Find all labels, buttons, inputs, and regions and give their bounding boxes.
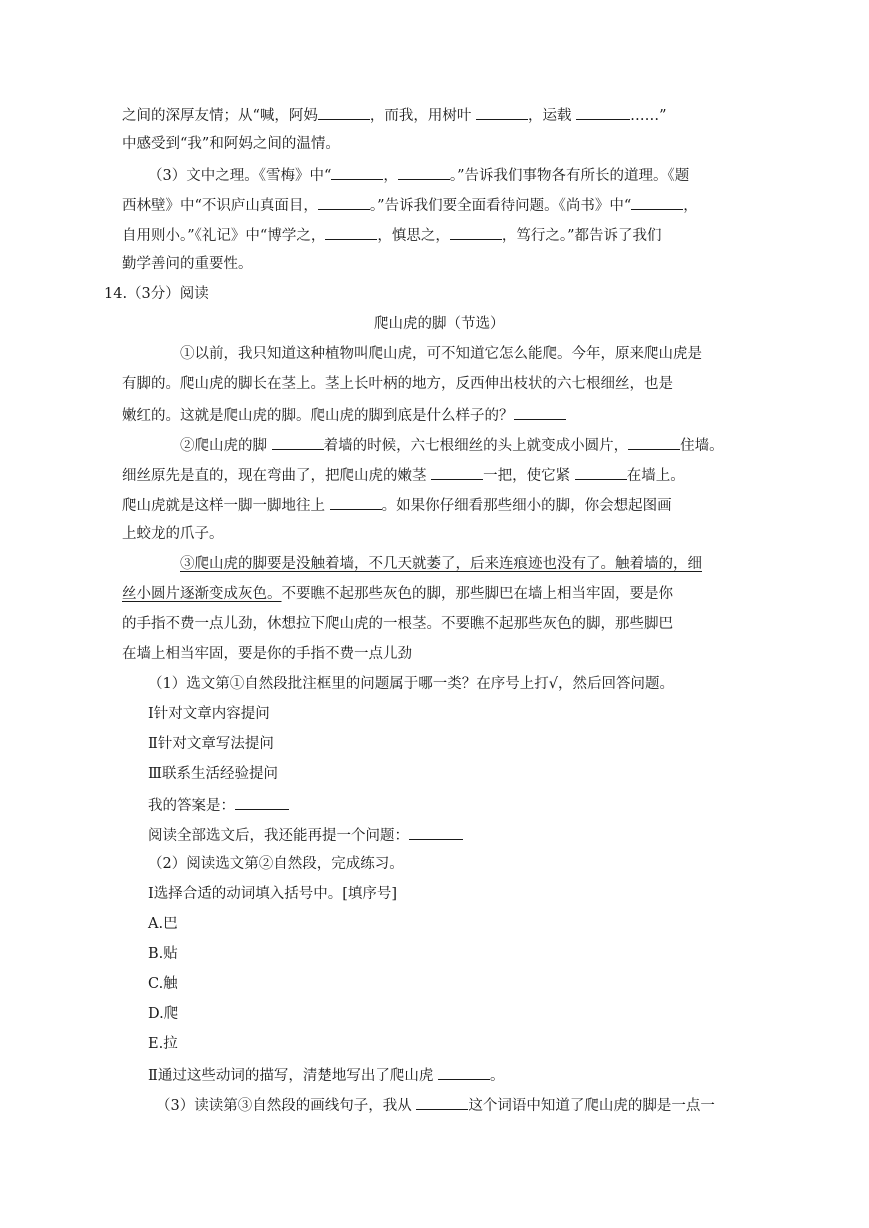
text-segment: 丝小圆片逐渐变成灰色。 (122, 586, 282, 602)
text-segment: B.贴 (148, 946, 178, 962)
text-segment: ，而我，用树叶 (369, 108, 477, 124)
question-14-2 (148, 854, 404, 874)
text-segment: （1）选文第①自然段批注框里的问题属于哪一类？在序号上打√，然后回答问题。 (148, 676, 674, 692)
text-segment: 之间的深厚友情；从“喊，阿妈 (122, 108, 318, 124)
text-segment: （3）文中之理。《雪梅》中“ (148, 168, 332, 184)
answer-blank[interactable] (235, 794, 289, 810)
text-line (122, 224, 662, 246)
answer-blank[interactable] (318, 104, 370, 120)
text-line (122, 254, 253, 274)
answer-blank[interactable] (330, 494, 382, 510)
text-segment: ， (683, 198, 698, 214)
answer-blank[interactable] (450, 224, 502, 240)
instruction-i (148, 884, 397, 904)
paragraph-2 (180, 434, 724, 456)
choice-d (148, 1004, 178, 1024)
text-segment: 上蛟龙的爪子。 (122, 526, 224, 542)
question-14-heading (104, 284, 209, 304)
text-segment: 。”告诉我们事物各有所长的道理。《题 (449, 168, 690, 184)
text-segment: 有脚的。爬山虎的脚长在茎上。茎上长叶柄的地方，反西伸出枝状的六七根细丝，也是 (122, 376, 673, 392)
instruction-ii (148, 1064, 504, 1086)
text-segment: ①以前，我只知道这种植物叫爬山虎，可不知道它怎么能爬。今年，原来爬山虎是 (180, 346, 702, 362)
question-14-3 (156, 1094, 715, 1116)
answer-blank[interactable] (576, 104, 630, 120)
option-i (148, 704, 270, 724)
text-segment: 勤学善问的重要性。 (122, 256, 253, 272)
text-segment: E.拉 (148, 1036, 178, 1052)
answer-blank[interactable] (416, 1094, 468, 1110)
passage-title (374, 314, 505, 334)
text-segment: 14.（3分）阅读 (104, 286, 209, 302)
answer-blank[interactable] (272, 434, 324, 450)
text-segment: Ⅱ通过这些动词的描写，清楚地写出了爬山虎 (148, 1068, 438, 1084)
paragraph-3 (180, 554, 702, 574)
text-line (122, 584, 673, 604)
answer-blank[interactable] (431, 464, 483, 480)
text-segment: Ⅲ联系生活经验提问 (148, 766, 278, 782)
text-segment: 住墙。 (680, 438, 724, 454)
answer-blank[interactable] (514, 404, 566, 420)
answer-blank[interactable] (628, 434, 680, 450)
text-segment: 这个词语中知道了爬山虎的脚是一点一 (468, 1098, 715, 1114)
answer-blank[interactable] (325, 224, 377, 240)
text-segment: ②爬山虎的脚 (180, 438, 272, 454)
text-line (122, 404, 566, 426)
text-line (122, 614, 673, 634)
text-segment: ，慎思之， (377, 228, 450, 244)
text-segment: ，运载 (528, 108, 577, 124)
extra-question-line (148, 824, 463, 846)
text-line (122, 464, 685, 486)
text-segment: ……” (630, 108, 667, 124)
question-14-1 (148, 674, 674, 694)
option-iii (148, 764, 278, 784)
question-13-3 (148, 164, 689, 186)
choice-a (148, 914, 178, 934)
text-segment: 西林壁》中“不识庐山真面目， (122, 198, 318, 214)
text-segment: 细丝原先是直的，现在弯曲了，把爬山虎的嫩茎 (122, 468, 432, 484)
answer-blank[interactable] (631, 194, 683, 210)
text-segment: C.触 (148, 976, 178, 992)
text-segment: 阅读全部选文后，我还能再提一个问题： (148, 828, 409, 844)
text-segment: 不要瞧不起那些灰色的脚，那些脚巴在墙上相当牢固，要是你 (281, 586, 673, 602)
text-segment: Ⅱ针对文章写法提问 (148, 736, 274, 752)
text-segment: ，笃行之。”都告诉了我们 (501, 228, 662, 244)
text-segment: ③爬山虎的脚要是没触着墙，不几天就萎了，后来连痕迹也没有了。触着墙的，细 (180, 556, 702, 572)
option-ii (148, 734, 274, 754)
text-segment: Ⅰ针对文章内容提问 (148, 706, 270, 722)
answer-blank[interactable] (331, 164, 383, 180)
text-segment: A.巴 (148, 916, 178, 932)
text-segment: 一把，使它紧 (483, 468, 575, 484)
choice-b (148, 944, 178, 964)
answer-blank[interactable] (318, 194, 370, 210)
text-segment: 爬山虎的脚（节选） (374, 316, 505, 332)
text-line (122, 494, 672, 516)
choice-c (148, 974, 178, 994)
answer-blank[interactable] (575, 464, 627, 480)
text-segment: 在墙上相当牢固，要是你的手指不费一点儿劲 (122, 646, 412, 662)
text-line (122, 194, 698, 216)
text-line (122, 374, 673, 394)
text-segment: 自用则小。”《礼记》中“博学之， (122, 228, 326, 244)
paragraph-1 (180, 344, 702, 364)
text-segment: Ⅰ选择合适的动词填入括号中。[填序号] (148, 886, 398, 902)
text-segment: 。”告诉我们要全面看待问题。《尚书》中“ (369, 198, 632, 214)
answer-blank[interactable] (398, 164, 450, 180)
text-line (122, 134, 340, 154)
text-segment: 中感受到“我”和阿妈之间的温情。 (122, 136, 340, 152)
answer-blank[interactable] (438, 1064, 490, 1080)
text-line (122, 524, 224, 544)
answer-line (148, 794, 289, 816)
text-segment: 的手指不费一点儿劲，休想拉下爬山虎的一根茎。不要瞧不起那些灰色的脚，那些脚巴 (122, 616, 673, 632)
text-segment: 爬山虎就是这样一脚一脚地往上 (122, 498, 330, 514)
text-segment: 着墙的时候，六七根细丝的头上就变成小圆片， (323, 438, 629, 454)
text-segment: 。如果你仔细看那些细小的脚，你会想起图画 (381, 498, 672, 514)
text-segment: （2）阅读选文第②自然段，完成练习。 (148, 856, 404, 872)
text-line (122, 104, 667, 126)
text-segment: D.爬 (148, 1006, 179, 1022)
text-line (122, 644, 412, 664)
choice-e (148, 1034, 178, 1054)
answer-blank[interactable] (409, 824, 463, 840)
text-segment: 在墙上。 (626, 468, 685, 484)
text-segment: 嫩红的。这就是爬山虎的脚。爬山虎的脚到底是什么样子的？ (122, 408, 514, 424)
answer-blank[interactable] (476, 104, 528, 120)
text-segment: （3）读读第③自然段的画线句子，我从 (156, 1098, 417, 1114)
text-segment: 。 (489, 1068, 505, 1084)
text-segment: ， (383, 168, 398, 184)
text-segment: 我的答案是： (148, 798, 235, 814)
